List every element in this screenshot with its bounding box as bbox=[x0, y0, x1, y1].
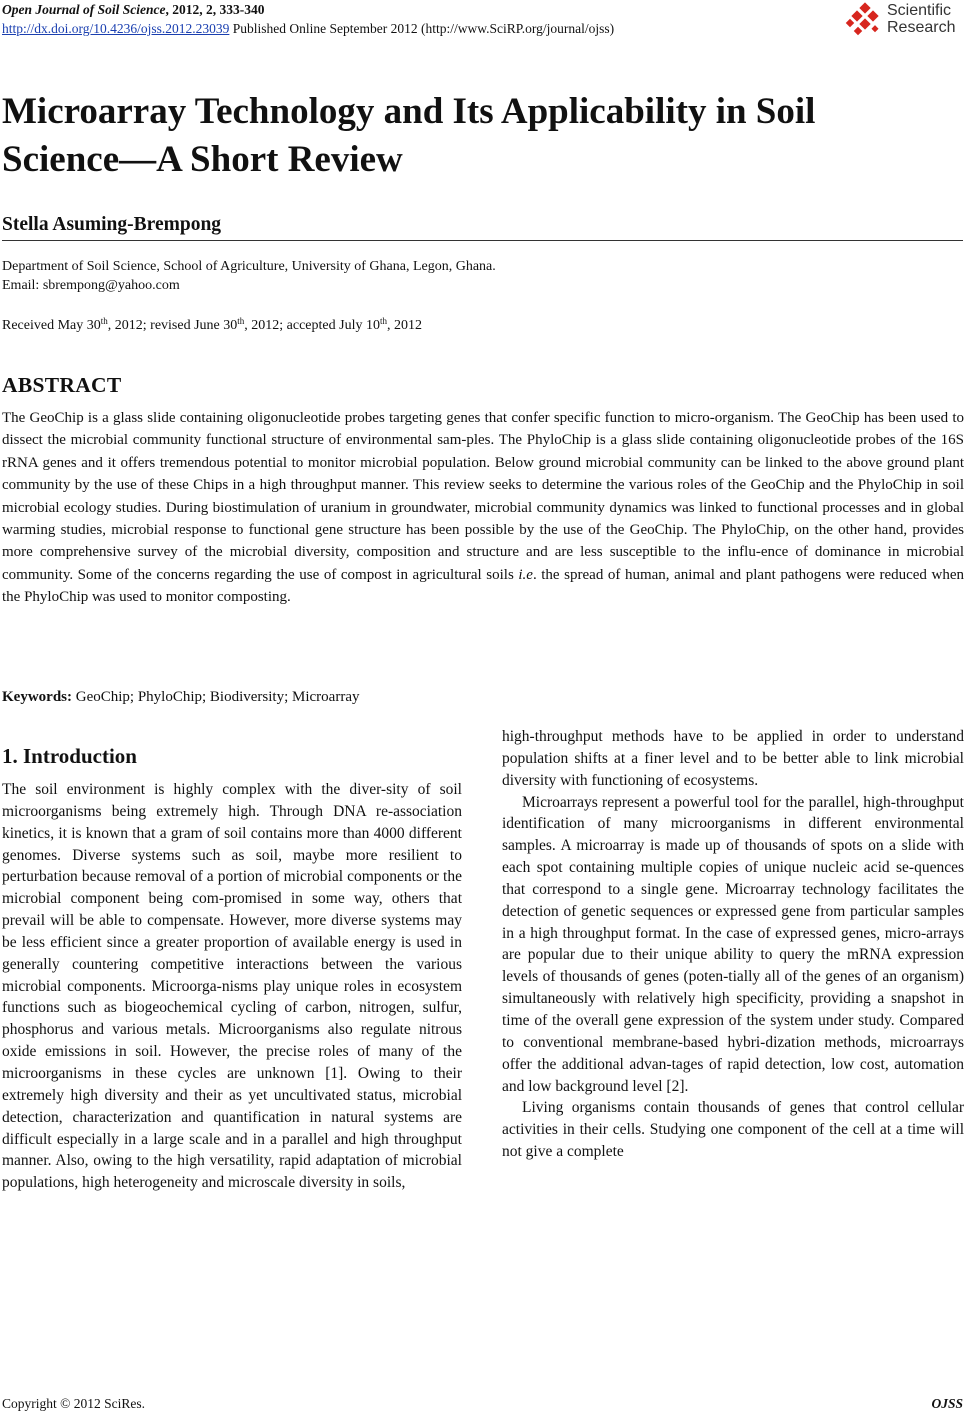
ordinal-suffix: th bbox=[379, 316, 387, 326]
author-name: Stella Asuming-Brempong bbox=[2, 214, 222, 235]
ordinal-suffix: th bbox=[100, 316, 108, 326]
volume-pages: , 2012, 2, 333-340 bbox=[165, 2, 265, 17]
journal-name: Open Journal of Soil Science bbox=[2, 2, 166, 17]
copyright: Copyright © 2012 SciRes. bbox=[2, 1396, 146, 1411]
left-column bbox=[2, 779, 462, 1194]
paragraph: The soil environment is highly complex with the diver-sity of soil microorganisms being extremely high. Through DNA re-association kinetics, it is known that a gram of soil contains more than 4000 different genomes. Diverse systems such as soil, maybe more resilient to perturbation because removal of a portion of microbial components or the microbial component being com-promised in some way, others that prevail will be able to compensate. However, more diverse systems may be less efficient since a greater proportion of available energy is used in generally countering competitive interactions between the various microbial components. Microorga-nisms play unique roles in ecosystem functions such as biogeochemical cycling of carbon, nitrogen, sulfur, phosphorus and various metals. Microorganisms also regulate nitrous oxide emissions in soil. However, the precise roles of many of the microorganisms in these cycles are unknown [1]. Owing to their extremely high diversity and their as yet uncultivated status, microbial detection, characterization and quantification in natural systems are difficult especially in a large scale and in a parallel and high throughput manner. Also, owing to the high versatility, rapid adaptation of microbial populations, high heterogeneity and microscale diversity in soils, bbox=[2, 781, 462, 1192]
ordinal-suffix: th bbox=[237, 316, 245, 326]
keywords-list: GeoChip; PhyloChip; Biodiversity; Microarray bbox=[72, 689, 360, 705]
title-divider bbox=[2, 240, 963, 241]
section-heading-introduction: 1. Introduction bbox=[2, 744, 137, 768]
keywords bbox=[2, 689, 359, 706]
year-part: , 2012 bbox=[386, 318, 422, 333]
abstract-end: . the spread of human, animal and plant pathogens were reduced when the PhyloChip was used to monitor composting. bbox=[2, 566, 964, 606]
abstract-ie: i.e bbox=[518, 566, 533, 583]
affiliation: Department of Soil Science, School of Agriculture, University of Ghana, Legon, Ghana. bbox=[2, 259, 496, 274]
received-dates bbox=[2, 316, 422, 335]
logo-line-scientific: Scientific bbox=[887, 2, 952, 19]
abstract-body: The GeoChip is a glass slide containing oligonucleotide probes targeting genes that confer specific function to micro-organism. The GeoChip has been used to dissect the microbial community functional structure of environmental sam-ples. The PhyloChip is a glass slide containing oligonucleotide probes of the 16S rRNA genes and it offers tremendous potential to monitor microbial population. Below ground microbial community can be linked to the above ground plant community by the use of these Chips in a high throughput manner. This review seeks to determine the various roles of the GeoChip and the PhyloChip in soil microbial ecology studies. During biostimulation of uranium in groundwater, microbial community dynamics was linked to functional processes and in global warming studies, microbial response to functional gene structure has been possible by the use of the GeoChip. The PhyloChip, on the other hand, provides more comprehensive survey of the microbial diversity, composition and structure and are less susceptible to the influ-ence of dominance in microbial community. Some of the concerns regarding the use of compost in agricultural soils bbox=[2, 410, 964, 583]
journal-citation bbox=[2, 2, 265, 18]
abstract-heading: ABSTRACT bbox=[2, 373, 122, 397]
title-line-2: Science—A Short Review bbox=[2, 139, 403, 180]
abstract-text bbox=[2, 407, 964, 609]
revised-part: , 2012; revised June 30 bbox=[107, 318, 238, 333]
journal-abbrev: OJSS bbox=[931, 1396, 963, 1411]
title-line-1: Microarray Technology and Its Applicability in Soil bbox=[2, 91, 816, 132]
accepted-part: , 2012; accepted July 10 bbox=[244, 318, 380, 333]
paragraph: Microarrays represent a powerful tool for the parallel, high-throughput identification of many microorganisms in different environmental samples. A microarray is made up of thousands of spots on a slide with each spot containing multiple copies of unique nucleic acid se-quences that correspond to a single gene. Microarray technology facilitates the detection of genetic sequences or expressed gene from particular samples in a high throughput format. In the case of expressed genes, micro-arrays are popular due to their unique ability to query the mRNA expression levels of thousands of genes (poten-tially all of the genes of an organism) simultaneously with relatively high specificity, providing a snapshot in time of the overall gene expression of the system under study. Compared to conventional membrane-based hybri-dization methods, microarrays offer the additional advan-tages of rapid detection, low cost, automation and low background level [2]. bbox=[502, 793, 964, 1095]
published-info: Published Online September 2012 (http://www.SciRP.org/journal/ojss) bbox=[229, 21, 615, 36]
paper-title bbox=[2, 88, 942, 184]
logo-text bbox=[887, 2, 955, 36]
author-email: Email: sbrempong@yahoo.com bbox=[2, 278, 180, 293]
publication-line bbox=[2, 21, 614, 37]
keywords-label: Keywords: bbox=[2, 689, 72, 705]
right-column bbox=[502, 726, 964, 1163]
received-part: Received May 30 bbox=[2, 318, 101, 333]
paragraph: high-throughput methods have to be applied in order to understand population shifts at a finer level and to be better able to link microbial diversity with functioning of ecosystems. bbox=[502, 728, 964, 789]
logo-mark-icon bbox=[845, 2, 885, 42]
logo-line-research: Research bbox=[887, 19, 956, 36]
doi-link[interactable]: http://dx.doi.org/10.4236/ojss.2012.23039 bbox=[2, 21, 230, 36]
paragraph: Living organisms contain thousands of genes that control cellular activities in their cells. Studying one component of the cell at a time will not give a complete bbox=[502, 1099, 964, 1161]
publisher-logo bbox=[845, 0, 963, 42]
